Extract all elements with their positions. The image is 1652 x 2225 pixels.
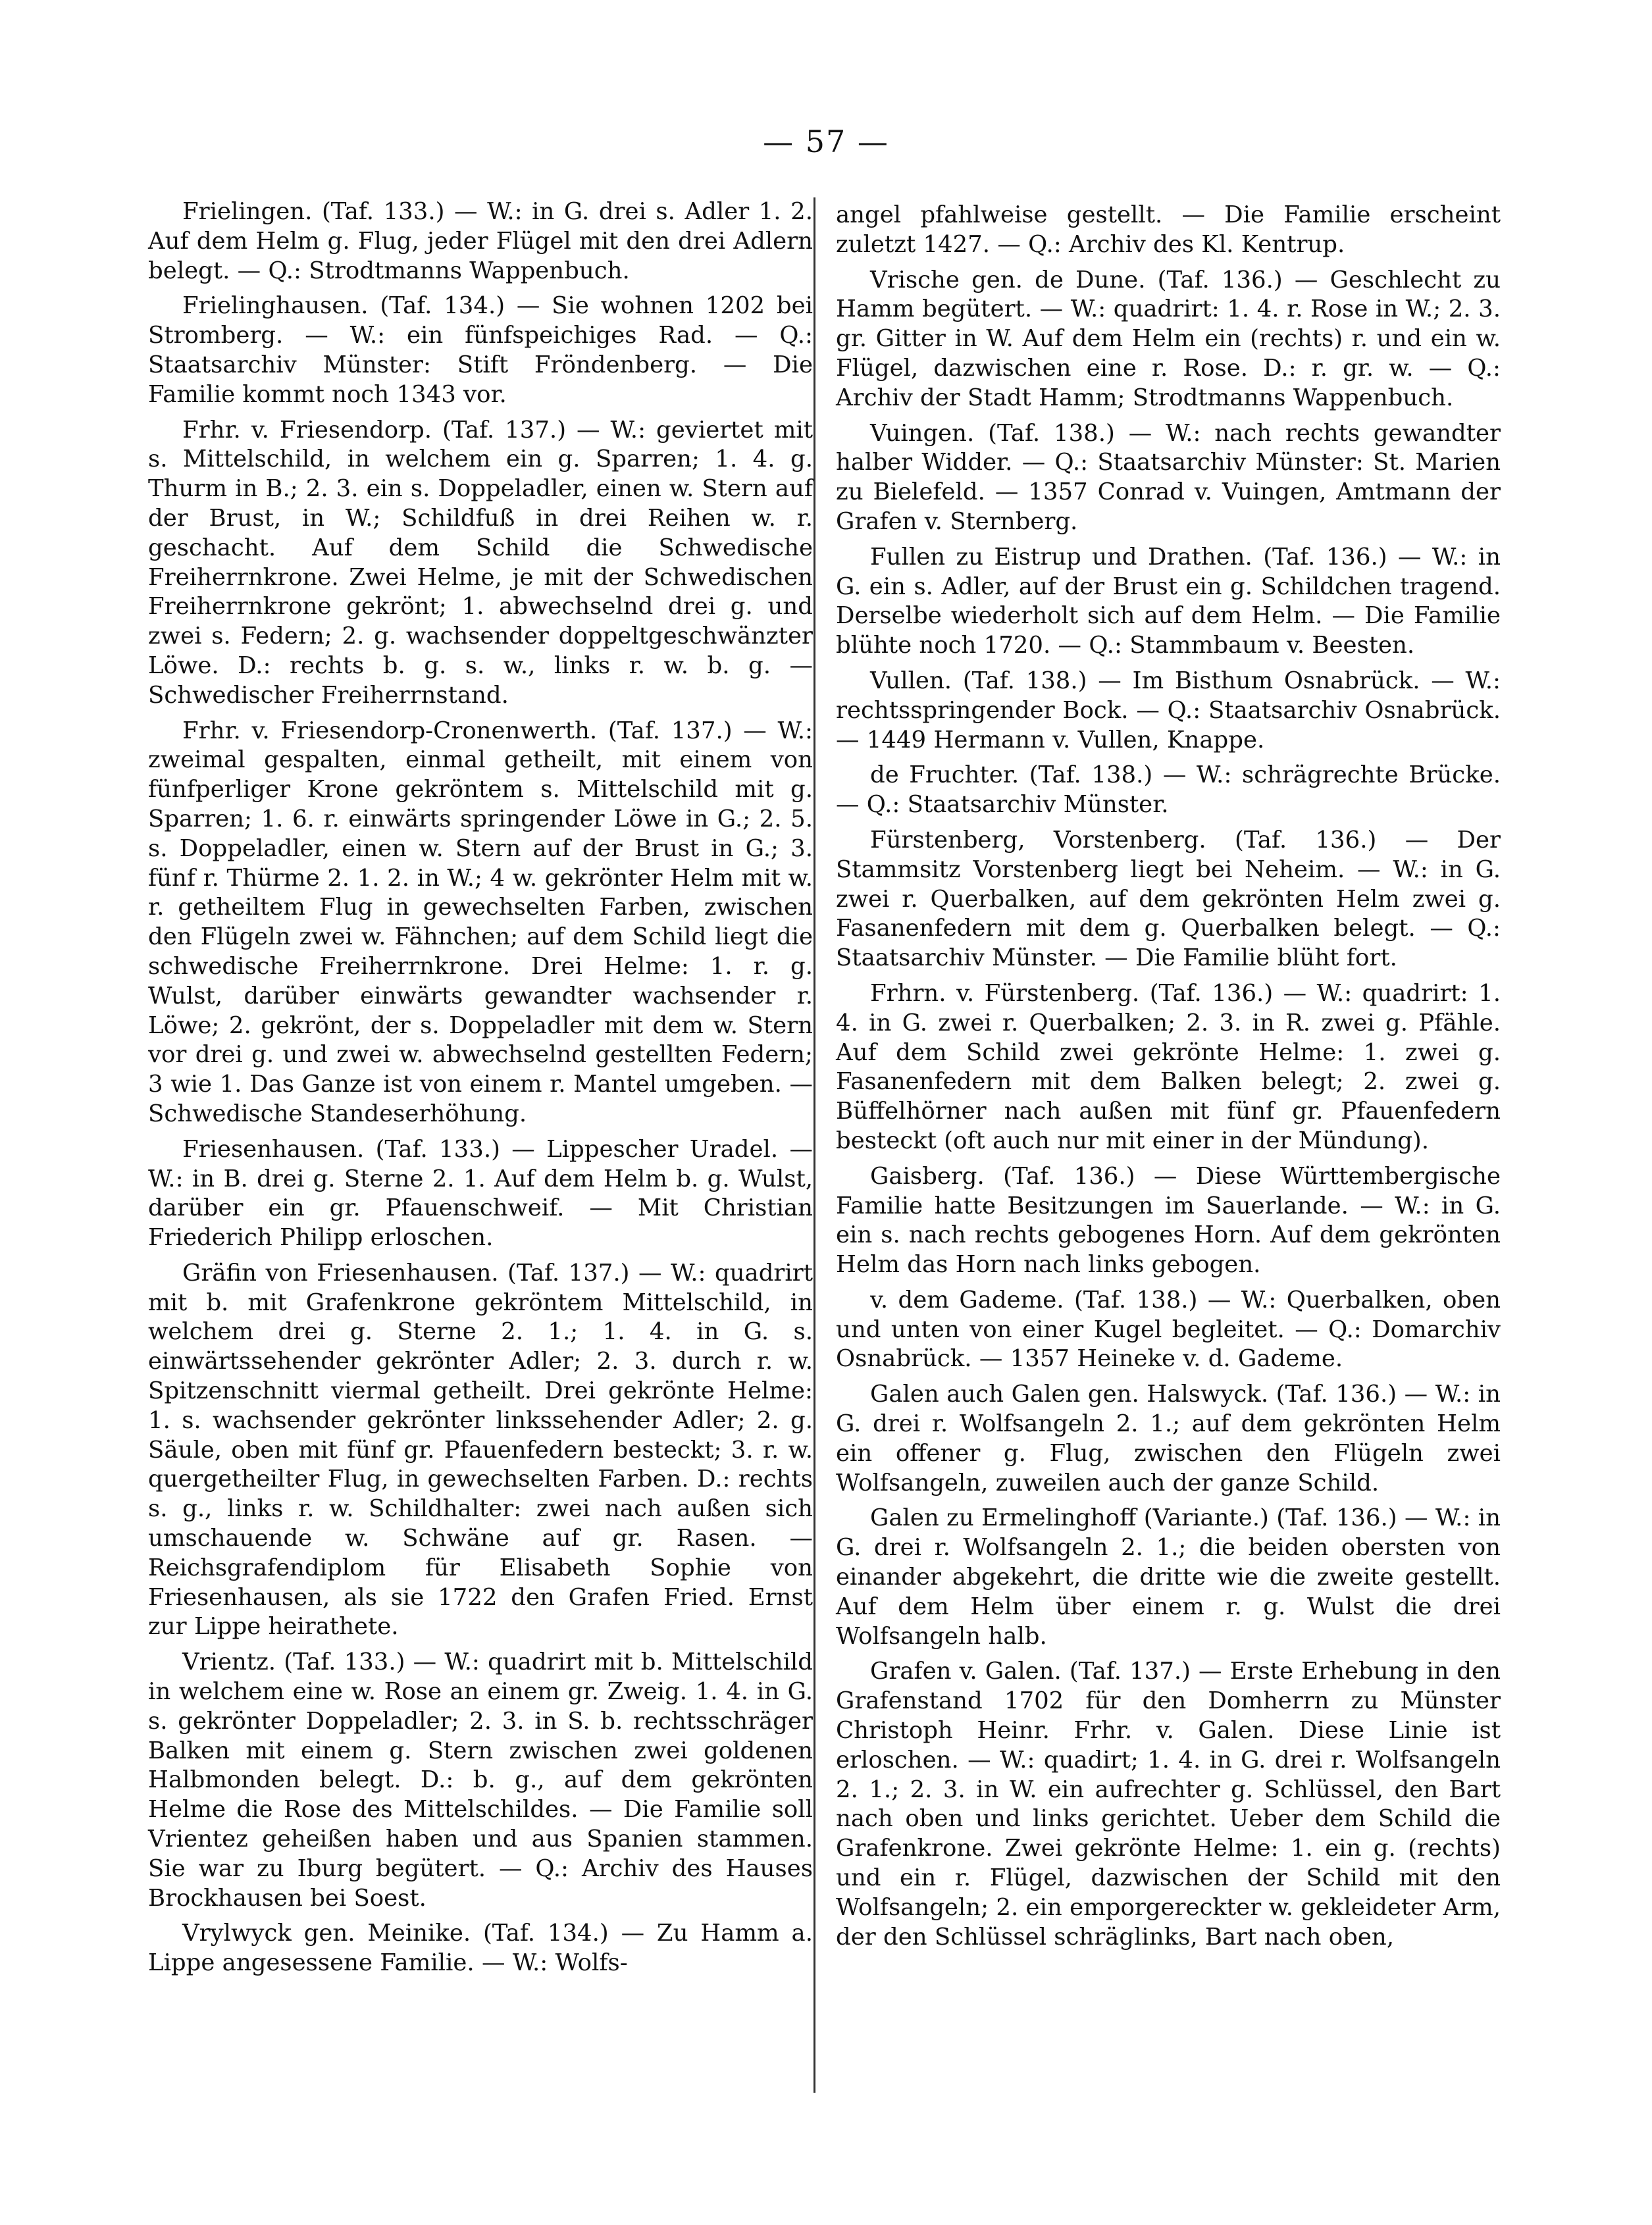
- entry-friesendorp: Frhr. v. Friesendorp. (Taf. 137.) — W.: geviertet mit s. Mittelschild, in welchem ein g. Sparren; 1. 4. g. Thurm in B.; 2. 3. ein s. Doppeladler, einen w. Stern auf der Brust, in W.; Schildfuß in drei Reihen w. r. geschacht. Auf dem Schild die Schwedische Freiherrnkrone. Zwei Helme, je mit der Schwedischen Freiherrnkrone gekrönt; 1. abwechselnd drei g. und zwei s. Federn; 2. g. wachsender doppeltgeschwänzter Löwe. D.: rechts b. g. s. w., links r. w. b. g. — Schwedischer Freiherrnstand.: [148, 416, 813, 709]
- entry-fuerstenberg: Fürstenberg, Vorstenberg. (Taf. 136.) — Der Stammsitz Vorstenberg liegt bei Neheim. — W.: in G. zwei r. Querbalken, auf dem gekrönten Helm zwei g. Fasanenfedern mit dem g. Querbalken belegt. — Q.: Staatsarchiv Münster. — Die Familie blüht fort.: [836, 826, 1501, 972]
- entry-de-fruchter: de Fruchter. (Taf. 138.) — W.: schrägrechte Brücke. — Q.: Staatsarchiv Münster.: [836, 761, 1501, 819]
- entry-frhrn-fuerstenberg: Frhrn. v. Fürstenberg. (Taf. 136.) — W.: quadrirt: 1. 4. in G. zwei r. Querbalken; 2. 3. in R. zwei g. Pfähle. Auf dem Schild zwei gekrönte Helme: 1. zwei g. Fasanenfedern mit dem Balken belegt; 2. zwei g. Büffelhörner nach außen mit fünf gr. Pfauenfedern besteckt (oft auch nur mit einer in der Mündung).: [836, 979, 1501, 1154]
- entry-grafen-galen: Grafen v. Galen. (Taf. 137.) — Erste Erhebung in den Grafenstand 1702 für den Domherrn zu Münster Christoph Heinr. Frhr. v. Galen. Diese Linie ist erloschen. — W.: quadirt; 1. 4. in G. drei r. Wolfsangeln 2. 1.; 2. 3. in W. ein aufrechter g. Schlüssel, den Bart nach oben und links gerichtet. Ueber dem Schild die Grafenkrone. Zwei gekrönte Helme: 1. ein g. (rechts) und ein r. Flügel, dazwischen der Schild mit den Wolfsangeln; 2. ein emporgereckter w. gekleideter Arm, der den Schlüssel schräglinks, Bart nach oben,: [836, 1658, 1501, 1951]
- entry-vrylwyck: Vrylwyck gen. Meinike. (Taf. 134.) — Zu Hamm a. Lippe angesessene Familie. — W.: Wolfs-: [148, 1920, 813, 1977]
- left-column: [148, 197, 813, 1984]
- entry-gaisberg: Gaisberg. (Taf. 136.) — Diese Württembergische Familie hatte Besitzungen im Sauerlande. — W.: in G. ein s. nach rechts gebogenes Horn. Auf dem gekrönten Helm das Horn nach links gebogen.: [836, 1162, 1501, 1279]
- entry-vrientz: Vrientz. (Taf. 133.) — W.: quadrirt mit b. Mittelschild in welchem eine w. Rose an einem gr. Zweig. 1. 4. in G. s. gekrönter Doppeladler; 2. 3. in S. b. rechtsschräger Balken mit einem g. Stern zwischen zwei goldenen Halbmonden belegt. D.: b. g., auf dem gekrönten Helme die Rose des Mittelschildes. — Die Familie soll Vrientez geheißen haben und aus Spanien stammen. Sie war zu Iburg begütert. — Q.: Archiv des Hauses Brockhausen bei Soest.: [148, 1649, 813, 1912]
- entry-fullen: Fullen zu Eistrup und Drathen. (Taf. 136.) — W.: in G. ein s. Adler, auf der Brust ein g. Schildchen tragend. Derselbe wiederholt sich auf dem Helm. — Die Familie blühte noch 1720. — Q.: Stammbaum v. Beesten.: [836, 543, 1501, 659]
- entry-galen: Galen auch Galen gen. Halswyck. (Taf. 136.) — W.: in G. drei r. Wolfsangeln 2. 1.; auf dem gekrönten Helm ein offener g. Flug, zwischen den Flügeln zwei Wolfsangeln, zuweilen auch der ganze Schild.: [836, 1381, 1501, 1496]
- entry-friesendorp-cronenwerth: Frhr. v. Friesendorp-Cronenwerth. (Taf. 137.) — W.: zweimal gespalten, einmal getheilt, mit einem von fünfperliger Krone gekröntem s. Mittelschild mit g. Sparren; 1. 6. r. einwärts springender Löwe in G.; 2. 5. s. Doppeladler, einen w. Stern auf der Brust in G.; 3. fünf r. Thürme 2. 1. 2. in W.; 4 w. gekrönter Helm mit w. r. getheiltem Flug in gewechselten Farben, zwischen den Flügeln zwei w. Fähnchen; auf dem Schild liegt die schwedische Freiherrnkrone. Drei Helme: 1. r. g. Wulst, darüber einwärts gewandter wachsender r. Löwe; 2. gekrönt, der s. Doppeladler mit dem w. Stern vor drei g. und zwei w. abwechselnd gestellten Federn; 3 wie 1. Das Ganze ist von einem r. Mantel umgeben. — Schwedische Standeserhöhung.: [148, 717, 813, 1127]
- page-number: — 57 —: [763, 124, 889, 159]
- entry-gademe: v. dem Gademe. (Taf. 138.) — W.: Querbalken, oben und unten von einer Kugel begleitet. — Q.: Domarchiv Osnabrück. — 1357 Heineke v. d. Gademe.: [836, 1286, 1501, 1373]
- entry-graefin-friesenhausen: Gräfin von Friesenhausen. (Taf. 137.) — W.: quadrirt mit b. mit Grafenkrone gekröntem Mittelschild, in welchem drei g. Sterne 2. 1.; 1. 4. in G. s. einwärtssehender gekrönter Adler; 2. 3. durch r. w. Spitzenschnitt viermal getheilt. Drei gekrönte Helme: 1. s. wachsender gekrönter linkssehender Adler; 2. g. Säule, oben mit fünf gr. Pfauenfedern besteckt; 3. r. w. quergetheilter Flug, in gewechselten Farben. D.: rechts s. g., links r. w. Schildhalter: zwei nach außen sich umschauende w. Schwäne auf gr. Rasen. — Reichsgrafendiplom für Elisabeth Sophie von Friesenhausen, als sie 1722 den Grafen Fried. Ernst zur Lippe heirathete.: [148, 1259, 813, 1641]
- entry-frielinghausen: Frielinghausen. (Taf. 134.) — Sie wohnen 1202 bei Stromberg. — W.: ein fünfspeichiges Rad. — Q.: Staatsarchiv Münster: Stift Fröndenberg. — Die Familie kommt noch 1343 vor.: [148, 292, 813, 408]
- entry-frielingen: Frielingen. (Taf. 133.) — W.: in G. drei s. Adler 1. 2. Auf dem Helm g. Flug, jeder Flügel mit den drei Adlern belegt. — Q.: Strodtmanns Wappenbuch.: [148, 198, 813, 284]
- right-column: [836, 201, 1501, 1958]
- entry-friesenhausen: Friesenhausen. (Taf. 133.) — Lippescher Uradel. — W.: in B. drei g. Sterne 2. 1. Auf dem Helm b. g. Wulst, darüber ein gr. Pfauenschweif. — Mit Christian Friederich Philipp erloschen.: [148, 1135, 813, 1252]
- column-divider: [813, 197, 815, 2093]
- entry-vullen: Vullen. (Taf. 138.) — Im Bisthum Osnabrück. — W.: rechtsspringender Bock. — Q.: Staatsarchiv Osnabrück. — 1449 Hermann v. Vullen, Knappe.: [836, 667, 1501, 754]
- entry-vrylwyck-continued: angel pfahlweise gestellt. — Die Familie erscheint zuletzt 1427. — Q.: Archiv des Kl. Kentrup.: [836, 201, 1501, 258]
- entry-galen-ermelinghoff: Galen zu Ermelinghoff (Variante.) (Taf. 136.) — W.: in G. drei r. Wolfsangeln 2. 1.; die beiden obersten von einander abgekehrt, die dritte wie die zweite gestellt. Auf dem Helm über einem r. g. Wulst die drei Wolfsangeln halb.: [836, 1504, 1501, 1650]
- entry-vuingen: Vuingen. (Taf. 138.) — W.: nach rechts gewandter halber Widder. — Q.: Staatsarchiv Münster: St. Marien zu Bielefeld. — 1357 Conrad v. Vuingen, Amtmann der Grafen v. Sternberg.: [836, 419, 1501, 535]
- entry-vrische: Vrische gen. de Dune. (Taf. 136.) — Geschlecht zu Hamm begütert. — W.: quadrirt: 1. 4. r. Rose in W.; 2. 3. gr. Gitter in W. Auf dem Helm ein (rechts) r. und ein w. Flügel, dazwischen eine r. Rose. D.: r. gr. w. — Q.: Archiv der Stadt Hamm; Strodtmanns Wappenbuch.: [836, 266, 1501, 411]
